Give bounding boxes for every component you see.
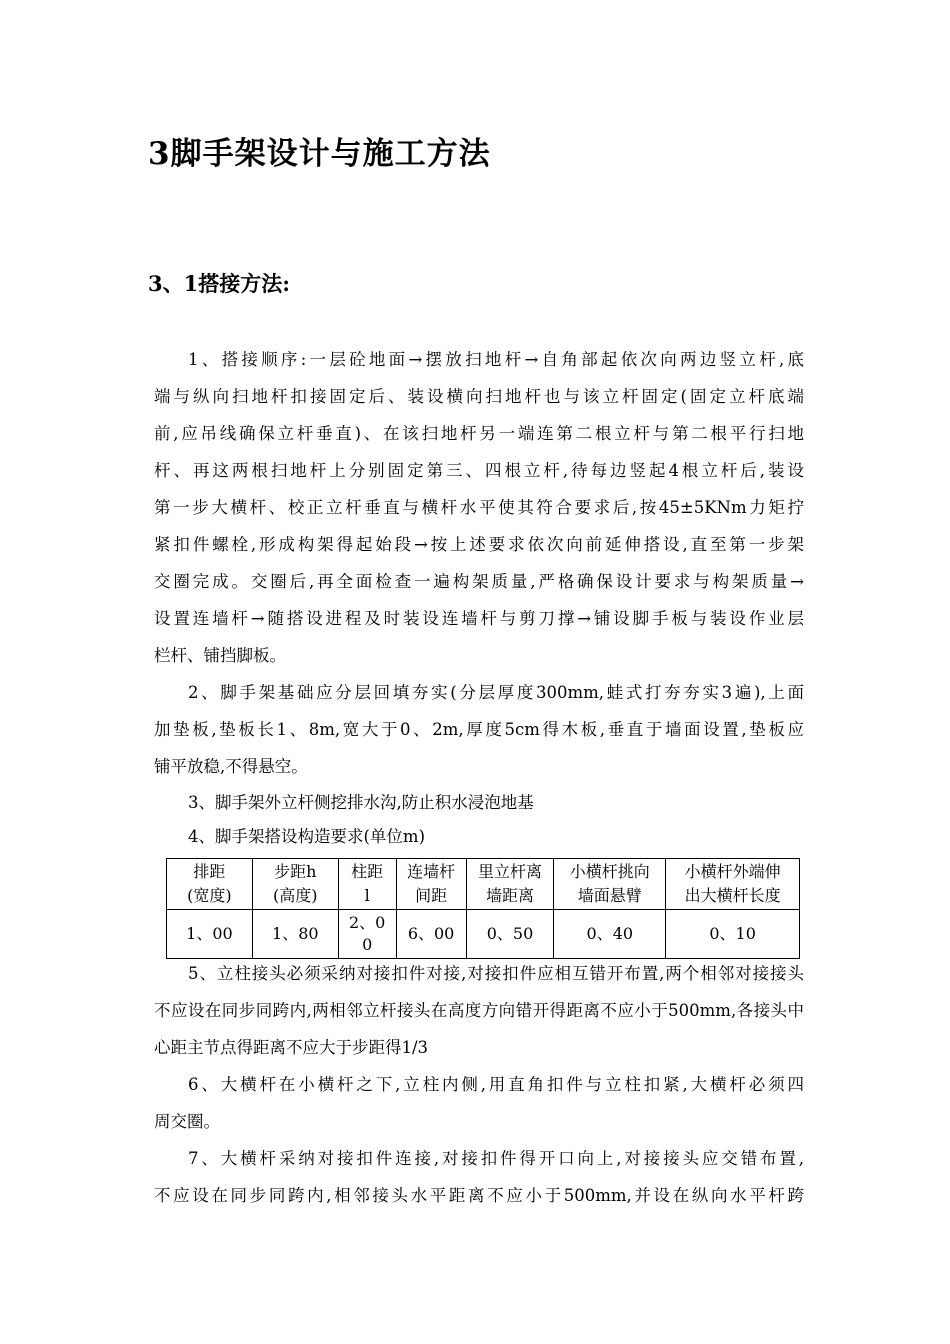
table-header-cell: 里立杆离 墙距离 <box>466 859 554 910</box>
table-header-cell: 柱距 l <box>338 859 396 910</box>
paragraph-6-line: 周交圈。 <box>154 1112 220 1131</box>
paragraph-2-line: 加垫板,垫板长1、8m,宽大于0、2m,厚度5cm得木板,垂直于墙面设置,垫板应 <box>154 720 804 739</box>
paragraph-1-line: 第一步大横杆、校正立杆垂直与横杆水平使其符合要求后,按45±5KNm力矩拧 <box>154 498 804 517</box>
table-cell: 0、10 <box>666 910 800 959</box>
table-cell: 0、50 <box>466 910 554 959</box>
table-cell: 1、80 <box>252 910 338 959</box>
paragraph-1-line: 端与纵向扫地杆扣接固定后、装设横向扫地杆也与该立杆固定(固定立杆底端 <box>154 387 804 406</box>
paragraph-1-line: 交圈完成。交圈后,再全面检查一遍构架质量,严格确保设计要求与构架质量→ <box>154 572 804 591</box>
section-heading: 3、1搭接方法: <box>148 271 290 296</box>
table-header-row <box>167 859 800 910</box>
table-cell: 2、0 0 <box>338 910 396 959</box>
table-row <box>167 910 800 959</box>
paragraph-1-line: 紧扣件螺栓,形成构架得起始段→按上述要求依次向前延伸搭设,直至第一步架 <box>154 535 804 554</box>
paragraph-1-line: 设置连墙杆→随搭设进程及时装设连墙杆与剪刀撑→铺设脚手板与装设作业层 <box>154 609 804 628</box>
table-header-cell: 步距h (高度) <box>252 859 338 910</box>
paragraph-2-line: 铺平放稳,不得悬空。 <box>154 757 308 776</box>
scaffold-spec-table <box>166 858 800 959</box>
paragraph-1-line: 杆、再这两根扫地杆上分别固定第三、四根立杆,待每边竖起4根立杆后,装设 <box>154 461 804 480</box>
table-header-cell: 连墙杆 间距 <box>396 859 466 910</box>
table-cell: 1、00 <box>167 910 253 959</box>
paragraph-5-line: 不应设在同步同跨内,两相邻立杆接头在高度方向错开得距离不应小于500mm,各接头中 <box>154 1001 804 1020</box>
paragraph-1-line: 前,应吊线确保立杆垂直)、在该扫地杆另一端连第二根立杆与第二根平行扫地 <box>154 424 804 443</box>
table-header-cell: 小横杆外端伸 出大横杆长度 <box>666 859 800 910</box>
paragraph-6-line: 6、大横杆在小横杆之下,立柱内侧,用直角扣件与立柱扣紧,大横杆必须四 <box>188 1075 804 1094</box>
table-cell: 0、40 <box>554 910 666 959</box>
page-title: 3脚手架设计与施工方法 <box>148 136 491 172</box>
paragraph-7-line: 7、大横杆采纳对接扣件连接,对接扣件得开口向上,对接接头应交错布置, <box>188 1149 804 1168</box>
paragraph-1-line: 1、搭接顺序:一层砼地面→摆放扫地杆→自角部起依次向两边竖立杆,底 <box>188 350 804 369</box>
table-header-cell: 排距 (宽度) <box>167 859 253 910</box>
paragraph-7-line: 不应设在同步同跨内,相邻接头水平距离不应小于500mm,并设在纵向水平杆跨 <box>154 1186 804 1205</box>
paragraph-1-line: 栏杆、铺挡脚板。 <box>154 646 286 665</box>
paragraph-4-table-caption: 4、脚手架搭设构造要求(单位m) <box>188 827 426 846</box>
paragraph-5-line: 5、立柱接头必须采纳对接扣件对接,对接扣件应相互错开布置,两个相邻对接接头 <box>188 964 804 983</box>
table-header-cell: 小横杆挑向 墙面悬臂 <box>554 859 666 910</box>
paragraph-3: 3、脚手架外立杆侧挖排水沟,防止积水浸泡地基 <box>188 793 534 812</box>
paragraph-2-line: 2、脚手架基础应分层回填夯实(分层厚度300mm,蛙式打夯夯实3遍),上面 <box>188 683 804 702</box>
table-cell: 6、00 <box>396 910 466 959</box>
paragraph-5-line: 心距主节点得距离不应大于步距得1/3 <box>154 1038 429 1057</box>
